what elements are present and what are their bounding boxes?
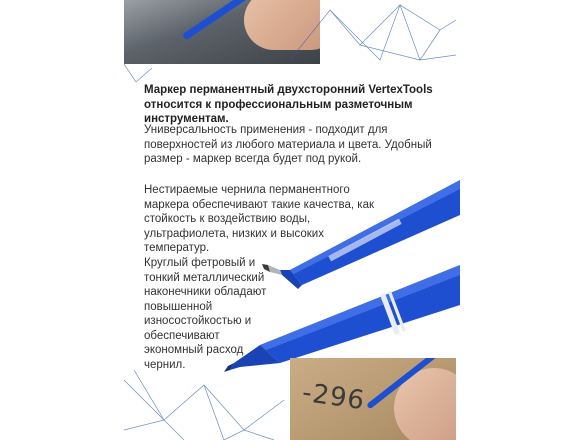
geometric-lines-bottom <box>124 370 294 440</box>
intro-paragraph: Маркер перманентный двухсторонний VertexTools относится к профессиональным разметочным инструментам. <box>144 84 433 125</box>
hand-image <box>244 0 320 50</box>
universal-use-paragraph: Универсальность применения - подходит для поверхностей из любого материала и цвета. Удобный размер - маркер всегда будет под рукой. <box>144 124 432 165</box>
marker-upper <box>262 180 460 289</box>
handwritten-number: -296 <box>300 377 367 417</box>
top-photo-hand-with-marker <box>124 0 320 64</box>
ink-paragraph: Нестираемые чернила перманентного маркера обеспечивают такие качества, как стойкость к воздействию воды, ультрафиолета, низких и высоких температур. <box>144 184 374 254</box>
tips-paragraph: Круглый фетровый и тонкий металлический наконечники обладают повышенной износостойкостью и обеспечивают экономный расход чернил. <box>144 257 267 371</box>
bottom-photo-writing-on-cardboard <box>290 358 456 440</box>
marker-lower <box>224 265 460 372</box>
geometric-lines-left <box>124 64 154 84</box>
markers-illustration <box>220 175 460 375</box>
